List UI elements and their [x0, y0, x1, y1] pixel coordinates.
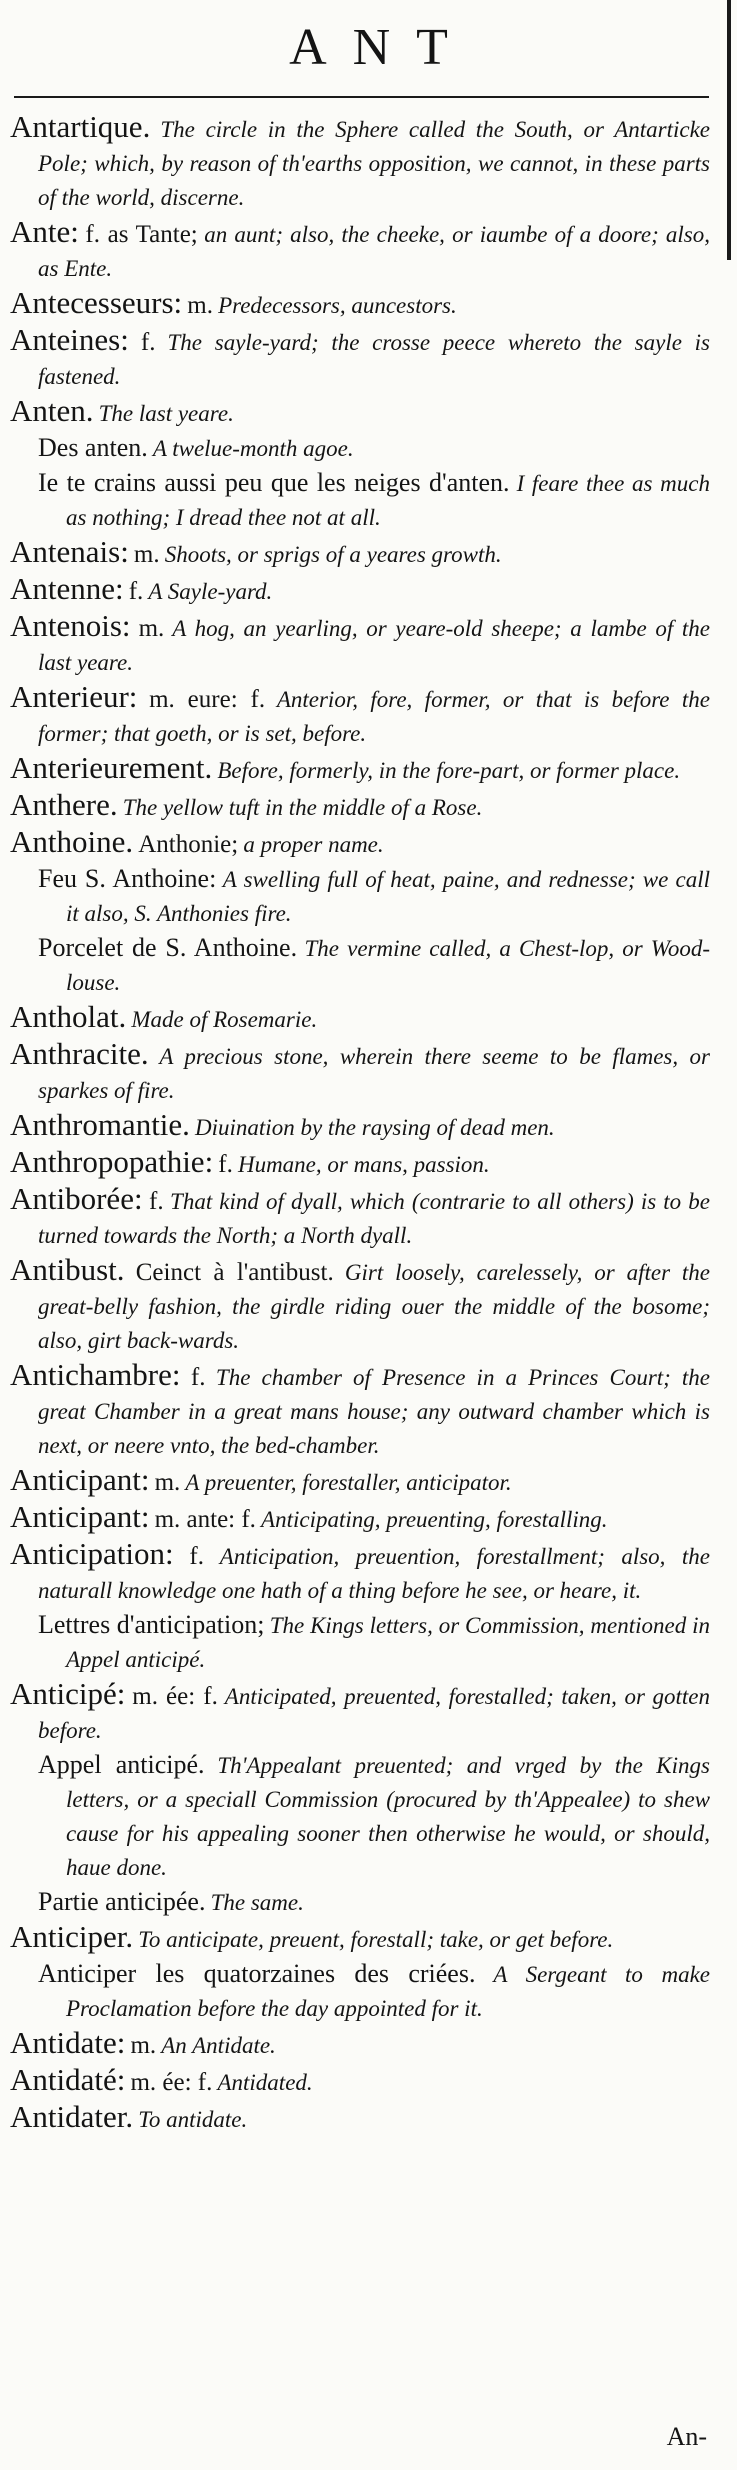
entry-definition: The last yeare. [98, 401, 234, 426]
entry-definition: Predecessors, auncestors. [218, 293, 457, 318]
entry-headword: Anterieur: [10, 679, 138, 714]
entry-grammar: f. [128, 578, 144, 605]
sub-entry [10, 1885, 710, 1920]
entry-headword: Antecesseurs: [10, 285, 183, 320]
dictionary-entry [10, 1677, 710, 1748]
dictionary-entry [10, 2063, 710, 2100]
entry-headword: Antidate: [10, 2025, 126, 2060]
entry-grammar: Ceinct à l'antibust. [135, 1259, 334, 1286]
sub-entry [10, 466, 710, 535]
entry-definition: The sayle-yard; the crosse peece whereto the sayle is fastened. [38, 330, 710, 389]
entry-grammar: m. [133, 541, 160, 568]
entry-definition: Made of Rosemarie. [131, 1007, 318, 1032]
header-rule [14, 96, 709, 98]
dictionary-entry [10, 394, 710, 431]
entry-grammar: m. ante: f. [154, 1506, 256, 1533]
entry-headword: Anterieurement. [10, 750, 213, 785]
sub-entry-definition: A Sergeant to make Proclamation before the day appointed for it. [66, 1962, 710, 2021]
dictionary-entry [10, 1182, 710, 1253]
entry-definition: Anticipating, preuenting, forestalling. [261, 1507, 608, 1532]
dictionary-entry [10, 1145, 710, 1182]
entry-grammar: f. [189, 1543, 204, 1570]
running-head: ANT [289, 19, 474, 76]
entry-definition: Diuination by the raysing of dead men. [195, 1115, 555, 1140]
catchword: An- [666, 2422, 707, 2451]
entry-definition: To anticipate, preuent, forestall; take, or get before. [138, 1927, 614, 1952]
dictionary-entry [10, 680, 710, 751]
entry-headword: Antenois: [10, 608, 131, 643]
sub-entry-definition: I feare thee as much as nothing; I dread thee not at all. [66, 471, 711, 530]
entry-headword: Anthromantie. [10, 1107, 190, 1142]
entry-definition: Girt loosely, carelessely, or after the great-belly fashion, the girdle riding ouer the middle of the bosome; also, girt back-wards. [38, 1260, 710, 1353]
sub-entry-phrase: Partie anticipée. [38, 1887, 206, 1916]
entry-definition: The circle in the Sphere called the South, or Antarticke Pole; which, by reason of th'earths opposition, we cannot, in these parts of the world, discerne. [38, 117, 710, 210]
entry-headword: Antholat. [10, 999, 127, 1034]
dictionary-entry [10, 535, 710, 572]
entry-grammar: m. eure: f. [149, 686, 266, 713]
sub-entry [10, 431, 710, 466]
entry-headword: Antibust. [10, 1252, 125, 1287]
sub-entry-phrase: Feu S. Anthoine: [38, 864, 217, 893]
entry-headword: Anteines: [10, 322, 129, 357]
entry-headword: Anticipé: [10, 1676, 126, 1711]
dictionary-entry [10, 1463, 710, 1500]
dictionary-entry [10, 1253, 710, 1358]
entry-headword: Antenais: [10, 534, 129, 569]
sub-entry [10, 931, 710, 1000]
entry-definition: An Antidate. [161, 2033, 276, 2058]
dictionary-entry [10, 110, 710, 215]
entry-grammar: f. as Tante; [85, 221, 198, 248]
entry-headword: Anticiper. [10, 1919, 134, 1954]
entry-definition: The yellow tuft in the middle of a Rose. [122, 795, 483, 820]
sub-entry [10, 1608, 710, 1677]
dictionary-entry [10, 323, 710, 394]
dictionary-entry [10, 572, 710, 609]
entry-definition: Before, formerly, in the fore-part, or former place. [217, 758, 681, 783]
page-edge-rule [727, 0, 731, 260]
entry-headword: Anticipant: [10, 1462, 150, 1497]
sub-entry-phrase: Des anten. [38, 433, 148, 462]
entry-definition: Shoots, or sprigs of a yeares growth. [164, 542, 502, 567]
dictionary-entry [10, 609, 710, 680]
entry-definition: an aunt; also, the cheeke, or iaumbe of a doore; also, as Ente. [38, 222, 710, 281]
sub-entry-definition: A swelling full of heat, paine, and rednesse; we call it also, S. Anthonies fire. [66, 867, 710, 926]
entry-definition: That kind of dyall, which (contrarie to all others) is to be turned towards the North; a North dyall. [38, 1189, 710, 1248]
entry-grammar: Anthonie; [138, 831, 239, 858]
entry-grammar: m. ée: f. [132, 1683, 218, 1710]
entry-grammar: f. [149, 1188, 164, 1215]
dictionary-entry [10, 825, 710, 862]
sub-entry-definition: The Kings letters, or Commission, mentioned in Appel anticipé. [66, 1613, 710, 1672]
entry-headword: Antiborée: [10, 1181, 143, 1216]
sub-entry-definition: The vermine called, a Chest-lop, or Wood-louse. [66, 936, 710, 995]
sub-entry [10, 1748, 710, 1885]
entry-definition: Anterior, fore, former, or that is before the former; that goeth, or is set, before. [38, 687, 710, 746]
sub-entry-phrase: Appel anticipé. [38, 1750, 205, 1779]
entry-grammar: f. [140, 329, 156, 356]
sub-entry-phrase: Ie te crains aussi peu que les neiges d'anten. [38, 468, 510, 497]
entry-definition: A hog, an yearling, or yeare-old sheepe; a lambe of the last yeare. [38, 616, 710, 675]
entry-definition: Anticipated, preuented, forestalled; taken, or gotten before. [38, 1684, 710, 1743]
entry-grammar: m. [154, 1469, 181, 1496]
entry-grammar: m. [138, 615, 165, 642]
entry-headword: Ante: [10, 214, 79, 249]
sub-entry [10, 862, 710, 931]
entry-headword: Antidater. [10, 2099, 134, 2134]
entry-headword: Antenne: [10, 571, 124, 606]
dictionary-entry [10, 1358, 710, 1463]
entry-definition: Humane, or mans, passion. [237, 1152, 490, 1177]
sub-entry-definition: The same. [210, 1890, 304, 1915]
entry-headword: Antartique. [10, 109, 151, 144]
dictionary-entries [10, 110, 710, 2137]
dictionary-entry [10, 1500, 710, 1537]
dictionary-entry [10, 1000, 710, 1037]
dictionary-entry [10, 2100, 710, 2137]
entry-headword: Anticipation: [10, 1536, 174, 1571]
sub-entry [10, 1957, 710, 2026]
dictionary-entry [10, 215, 710, 286]
dictionary-entry [10, 286, 710, 323]
entry-grammar: m. [130, 2032, 157, 2059]
dictionary-entry [10, 788, 710, 825]
entry-grammar: f. [218, 1151, 233, 1178]
entry-definition: a proper name. [243, 832, 384, 857]
sub-entry-definition: A twelue-month agoe. [152, 436, 354, 461]
entry-headword: Anthere. [10, 787, 118, 822]
entry-definition: A precious stone, wherein there seeme to be flames, or sparkes of fire. [38, 1044, 710, 1103]
entry-grammar: m. ée: f. [130, 2069, 213, 2096]
sub-entry-phrase: Anticiper les quatorzaines des criées. [38, 1959, 476, 1988]
dictionary-entry [10, 1037, 710, 1108]
sub-entry-phrase: Porcelet de S. Anthoine. [38, 933, 298, 962]
dictionary-entry [10, 1108, 710, 1145]
dictionary-entry [10, 1920, 710, 1957]
dictionary-entry [10, 1537, 710, 1608]
sub-entry-definition: Th'Appealant preuented; and vrged by the Kings letters, or a speciall Commission (procured by th'Appealee) to shew cause for his appealing sooner then otherwise he would, or should, haue done. [66, 1753, 710, 1880]
entry-definition: Anticipation, preuention, forestallment; also, the naturall knowledge one hath of a thing before he see, or heare, it. [38, 1544, 710, 1603]
entry-headword: Anten. [10, 393, 94, 428]
entry-definition: To antidate. [138, 2107, 248, 2132]
dictionary-entry [10, 751, 710, 788]
entry-headword: Antichambre: [10, 1357, 181, 1392]
entry-definition: The chamber of Presence in a Princes Court; the great Chamber in a great mans house; any outward chamber which is next, or neere vnto, the bed-chamber. [38, 1365, 711, 1458]
entry-definition: A Sayle-yard. [148, 579, 273, 604]
entry-headword: Anthropopathie: [10, 1144, 214, 1179]
entry-headword: Antidaté: [10, 2062, 126, 2097]
entry-headword: Anthoine. [10, 824, 134, 859]
dictionary-entry [10, 2026, 710, 2063]
entry-definition: A preuenter, forestaller, anticipator. [185, 1470, 512, 1495]
entry-grammar: m. [187, 292, 213, 319]
entry-headword: Anticipant: [10, 1499, 150, 1534]
entry-headword: Anthracite. [10, 1036, 149, 1071]
sub-entry-phrase: Lettres d'anticipation; [38, 1610, 265, 1639]
entry-definition: Antidated. [217, 2070, 313, 2095]
entry-grammar: f. [190, 1364, 206, 1391]
